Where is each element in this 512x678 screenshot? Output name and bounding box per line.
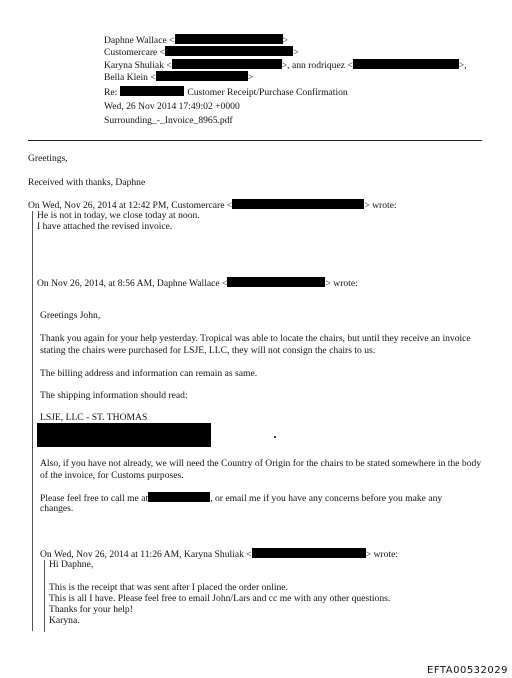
- quote1-intro: On Wed, Nov 26, 2014 at 12:42 PM, Customercare < > wrote:: [28, 200, 397, 211]
- greeting: Greetings,: [28, 153, 68, 164]
- stray-mark: [274, 436, 276, 438]
- header-divider: [28, 140, 482, 141]
- from-value: Daphne Wallace < >: [104, 35, 288, 46]
- redaction: [172, 59, 282, 69]
- shipping-name: LSJE, LLC - ST. THOMAS: [40, 412, 148, 423]
- redaction: [156, 71, 248, 81]
- redaction: [120, 86, 184, 96]
- quote3-line1: This is the receipt that was sent after I placed the order online.: [49, 582, 288, 593]
- redaction: [232, 199, 364, 209]
- quote3-line2: This is all I have. Please feel free to email John/Lars and cc me with any other questions.: [49, 593, 391, 604]
- quote2-paragraph4: Also, if you have not already, we will need the Country of Origin for the chairs to be stated somewhere in the body of the invoice, for Customs purposes.: [40, 458, 482, 481]
- quote3-greeting: Hi Daphne,: [49, 559, 94, 570]
- document-id: EFTA00532029: [427, 665, 508, 676]
- quote2-paragraph5: Please feel free to call me at , or email me if you have any concerns before you make any: [40, 493, 443, 504]
- quote2-greeting: Greetings John,: [40, 310, 101, 321]
- redaction: [227, 277, 325, 287]
- quote3-intro: On Wed, Nov 26, 2014 at 11:26 AM, Karyna Shuliak < > wrote:: [40, 549, 399, 560]
- quote2-paragraph1: Thank you again for your help yesterday. Tropical was able to locate the chairs, but until they receive an invoice stating the chairs were purchased for LSJE, LLC, they will not consign the chairs to us.: [40, 333, 471, 356]
- redaction: [252, 548, 366, 558]
- redaction: [175, 34, 283, 44]
- quote3-line3: Thanks for your help!: [49, 604, 133, 615]
- date-value: Wed, 26 Nov 2014 17:49:02 +0000: [104, 101, 240, 112]
- redaction: [148, 492, 210, 502]
- redaction: [165, 46, 293, 56]
- quote3-line4: Karyna.: [49, 615, 80, 626]
- quote2-paragraph2: The billing address and information can remain as same.: [40, 368, 258, 379]
- redaction: [353, 59, 459, 69]
- quote-bar: [32, 211, 33, 631]
- quote2-intro: On Nov 26, 2014, at 8:56 AM, Daphne Wallace < > wrote:: [37, 278, 358, 289]
- quote1-line2: I have attached the revised invoice.: [37, 221, 173, 232]
- subject-value: Re: Customer Receipt/Purchase Confirmation: [104, 87, 348, 98]
- cc-value-2: Bella Klein < >: [104, 72, 254, 83]
- reply-text: Received with thanks, Daphne: [28, 177, 146, 188]
- attachment-link[interactable]: Surrounding_-_Invoice_8965.pdf: [104, 115, 233, 126]
- to-value: Customercare < >: [104, 47, 299, 58]
- quote2-paragraph3: The shipping information should read:: [40, 390, 188, 401]
- quote1-line1: He is not in today, we close today at noon.: [37, 210, 200, 221]
- redaction-block: [37, 423, 211, 447]
- quote2-paragraph5-cont: changes.: [40, 503, 74, 514]
- quote-bar-inner: [44, 560, 45, 632]
- cc-value: Karyna Shuliak < >, ann rodriquez < >,: [104, 60, 467, 71]
